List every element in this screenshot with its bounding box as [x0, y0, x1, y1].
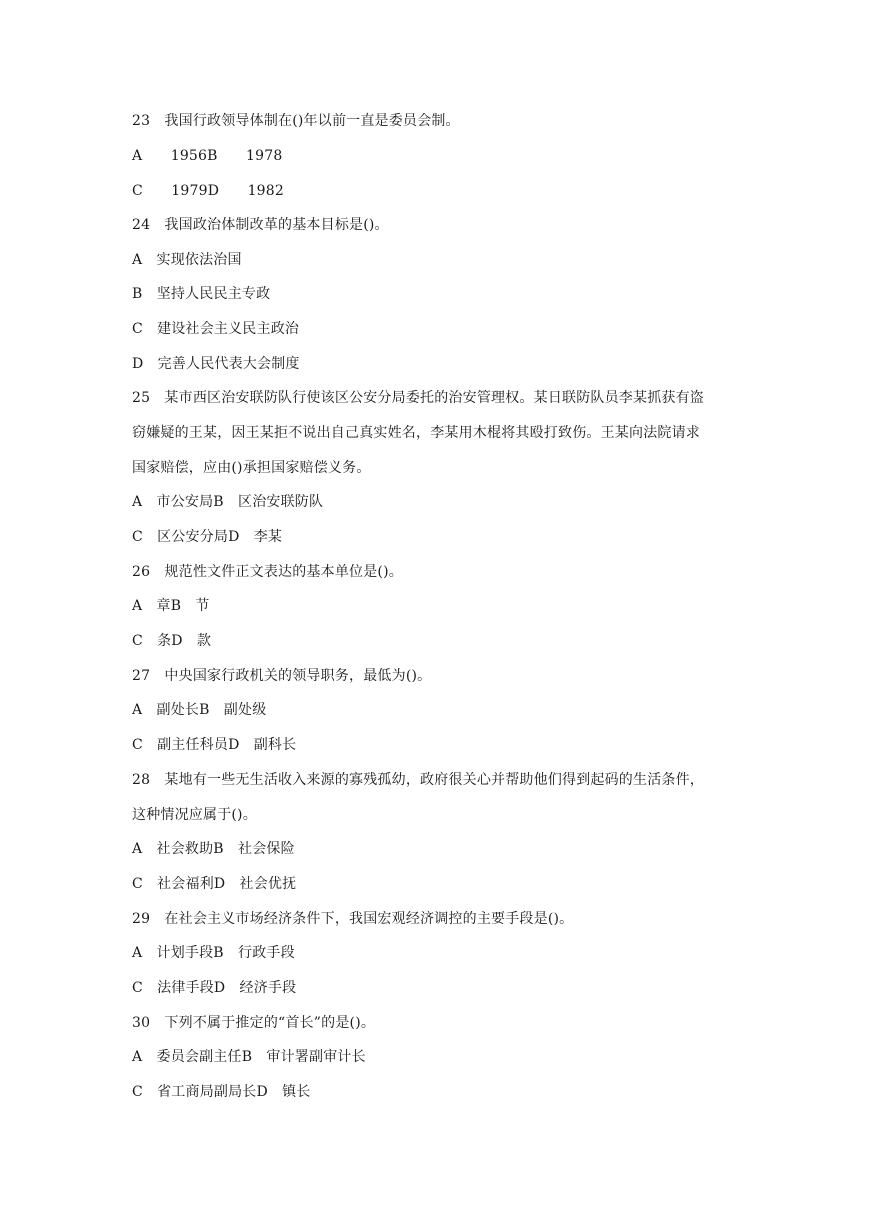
question-23-options-cd: C 1979D 1982 [132, 183, 284, 199]
question-25-stem-line-1: 25 某市西区治安联防队行使该区公安分局委托的治安管理权。某日联防队员李某抓获有盗 [132, 390, 705, 406]
question-30-stem: 30 下列不属于推定的“首长”的是()。 [132, 1015, 376, 1031]
question-26-stem: 26 规范性文件正文表达的基本单位是()。 [132, 564, 403, 580]
question-28-stem-line-1: 28 某地有一些无生活收入来源的寡残孤幼，政府很关心并帮助他们得到起码的生活条件， [132, 772, 705, 788]
question-28-options-cd: C 社会福利D 社会优抚 [132, 876, 297, 892]
question-30-options-ab: A 委员会副主任B 审计署副审计长 [132, 1049, 366, 1065]
question-29-stem: 29 在社会主义市场经济条件下，我国宏观经济调控的主要手段是()。 [132, 911, 574, 927]
question-25-options-ab: A 市公安局B 区治安联防队 [132, 494, 324, 510]
question-26-options-ab: A 章B 节 [132, 598, 210, 614]
question-30-options-cd: C 省工商局副局长D 镇长 [132, 1084, 311, 1100]
question-29-options-cd: C 法律手段D 经济手段 [132, 980, 297, 996]
question-25-stem-line-3: 国家赔偿，应由()承担国家赔偿义务。 [132, 460, 371, 476]
question-26-options-cd: C 条D 款 [132, 633, 212, 649]
question-25-options-cd: C 区公安分局D 李某 [132, 529, 283, 545]
question-23-options-ab: A 1956B 1978 [132, 148, 283, 164]
question-29-options-ab: A 计划手段B 行政手段 [132, 945, 295, 961]
question-24-option-d: D 完善人民代表大会制度 [132, 356, 300, 372]
question-24-option-c: C 建设社会主义民主政治 [132, 321, 300, 337]
question-27-options-ab: A 副处长B 副处级 [132, 702, 267, 718]
question-27-stem: 27 中央国家行政机关的领导职务，最低为()。 [132, 668, 432, 684]
question-24-option-b: B 坚持人民民主专政 [132, 286, 271, 302]
question-24-stem: 24 我国政治体制改革的基本目标是()。 [132, 217, 389, 233]
question-23-stem: 23 我国行政领导体制在()年以前一直是委员会制。 [132, 113, 460, 129]
question-28-options-ab: A 社会救助B 社会保险 [132, 841, 295, 857]
question-24-option-a: A 实现依法治国 [132, 252, 242, 268]
question-27-options-cd: C 副主任科员D 副科长 [132, 737, 297, 753]
question-25-stem-line-2: 窃嫌疑的王某，因王某拒不说出自己真实姓名，李某用木棍将其殴打致伤。王某向法院请求 [132, 425, 700, 441]
question-28-stem-line-2: 这种情况应属于()。 [132, 807, 257, 823]
